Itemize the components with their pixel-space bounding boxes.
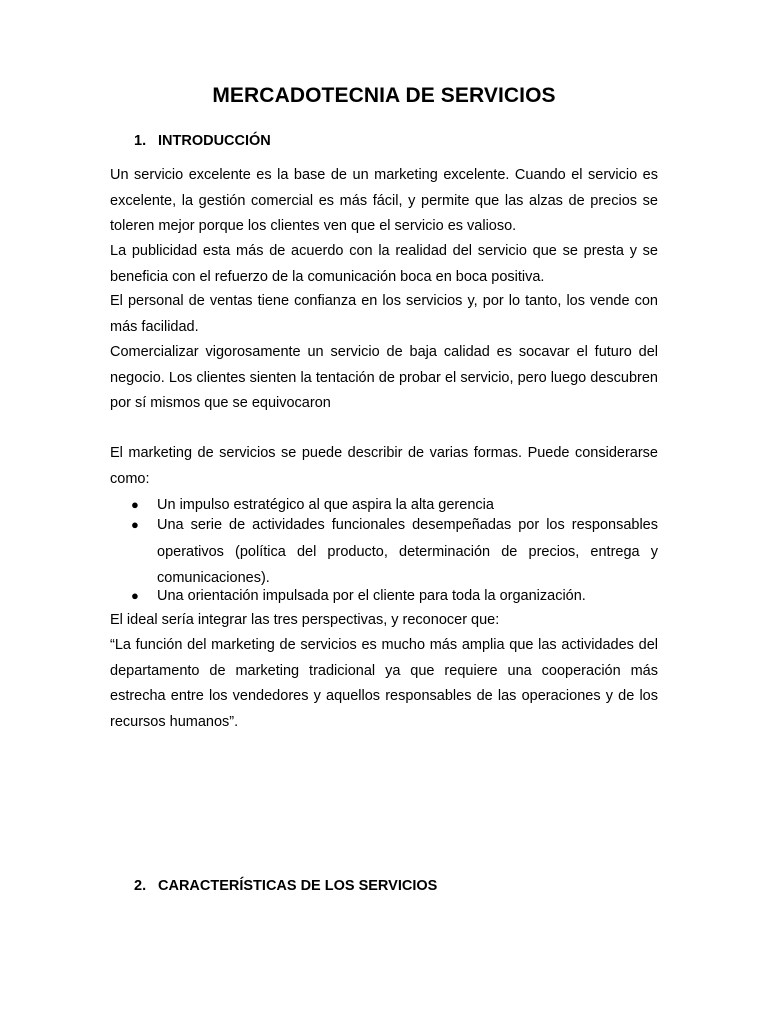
list-item [110,586,658,606]
bullet-list [110,495,658,606]
paragraph-comercializar: Comercializar vigorosamente un servicio de baja calidad es socavar el futuro del negocio. Los clientes sienten la tentación de probar el servicio, pero luego descubren por sí mismos que se equivocaron [110,344,658,412]
list-item-text: Un impulso estratégico al que aspira la alta gerencia [157,497,494,513]
paragraph-quote: “La función del marketing de servicios es mucho más amplia que las actividades del departamento de marketing tradicional ya que requiere una cooperación más estrecha entre los vendedores y aquellos responsables de las operaciones y de los recursos humanos”. [110,637,658,730]
list-item-text: Una serie de actividades funcionales desempeñadas por los responsables operativos (política del producto, determinación de precios, entrega y comunicaciones). [157,517,658,586]
section-heading-label: CARACTERÍSTICAS DE LOS SERVICIOS [158,878,438,894]
paragraph-publicidad: La publicidad esta más de acuerdo con la realidad del servicio que se presta y se beneficia con el refuerzo de la comunicación boca en boca positiva. [110,243,658,285]
list-item-text: Una orientación impulsada por el cliente para toda la organización. [157,587,586,604]
section-heading-caracteristicas [134,878,437,894]
section-heading-introduccion [134,133,271,149]
section-number: 2. [134,878,147,894]
paragraph-servicio-excelente: Un servicio excelente es la base de un marketing excelente. Cuando el servicio es excelente, la gestión comercial es más fácil, y permite que las alzas de precios se toleren mejor porque los clientes ven que el servicio es valioso. [110,167,658,235]
list-item [110,512,658,592]
section-number: 1. [134,133,147,149]
bullet-icon: ● [131,587,139,603]
paragraph-personal-ventas: El personal de ventas tiene confianza en los servicios y, por lo tanto, los vende con más facilidad. [110,293,658,335]
section-heading-label: INTRODUCCIÓN [158,133,271,149]
bullet-icon: ● [131,497,139,512]
paragraph-marketing-servicios: El marketing de servicios se puede describir de varias formas. Puede considerarse como: [110,445,658,487]
bullet-icon: ● [131,517,139,532]
document-title: MERCADOTECNIA DE SERVICIOS [212,84,556,107]
paragraph-ideal: El ideal sería integrar las tres perspectivas, y reconocer que: [110,612,500,628]
